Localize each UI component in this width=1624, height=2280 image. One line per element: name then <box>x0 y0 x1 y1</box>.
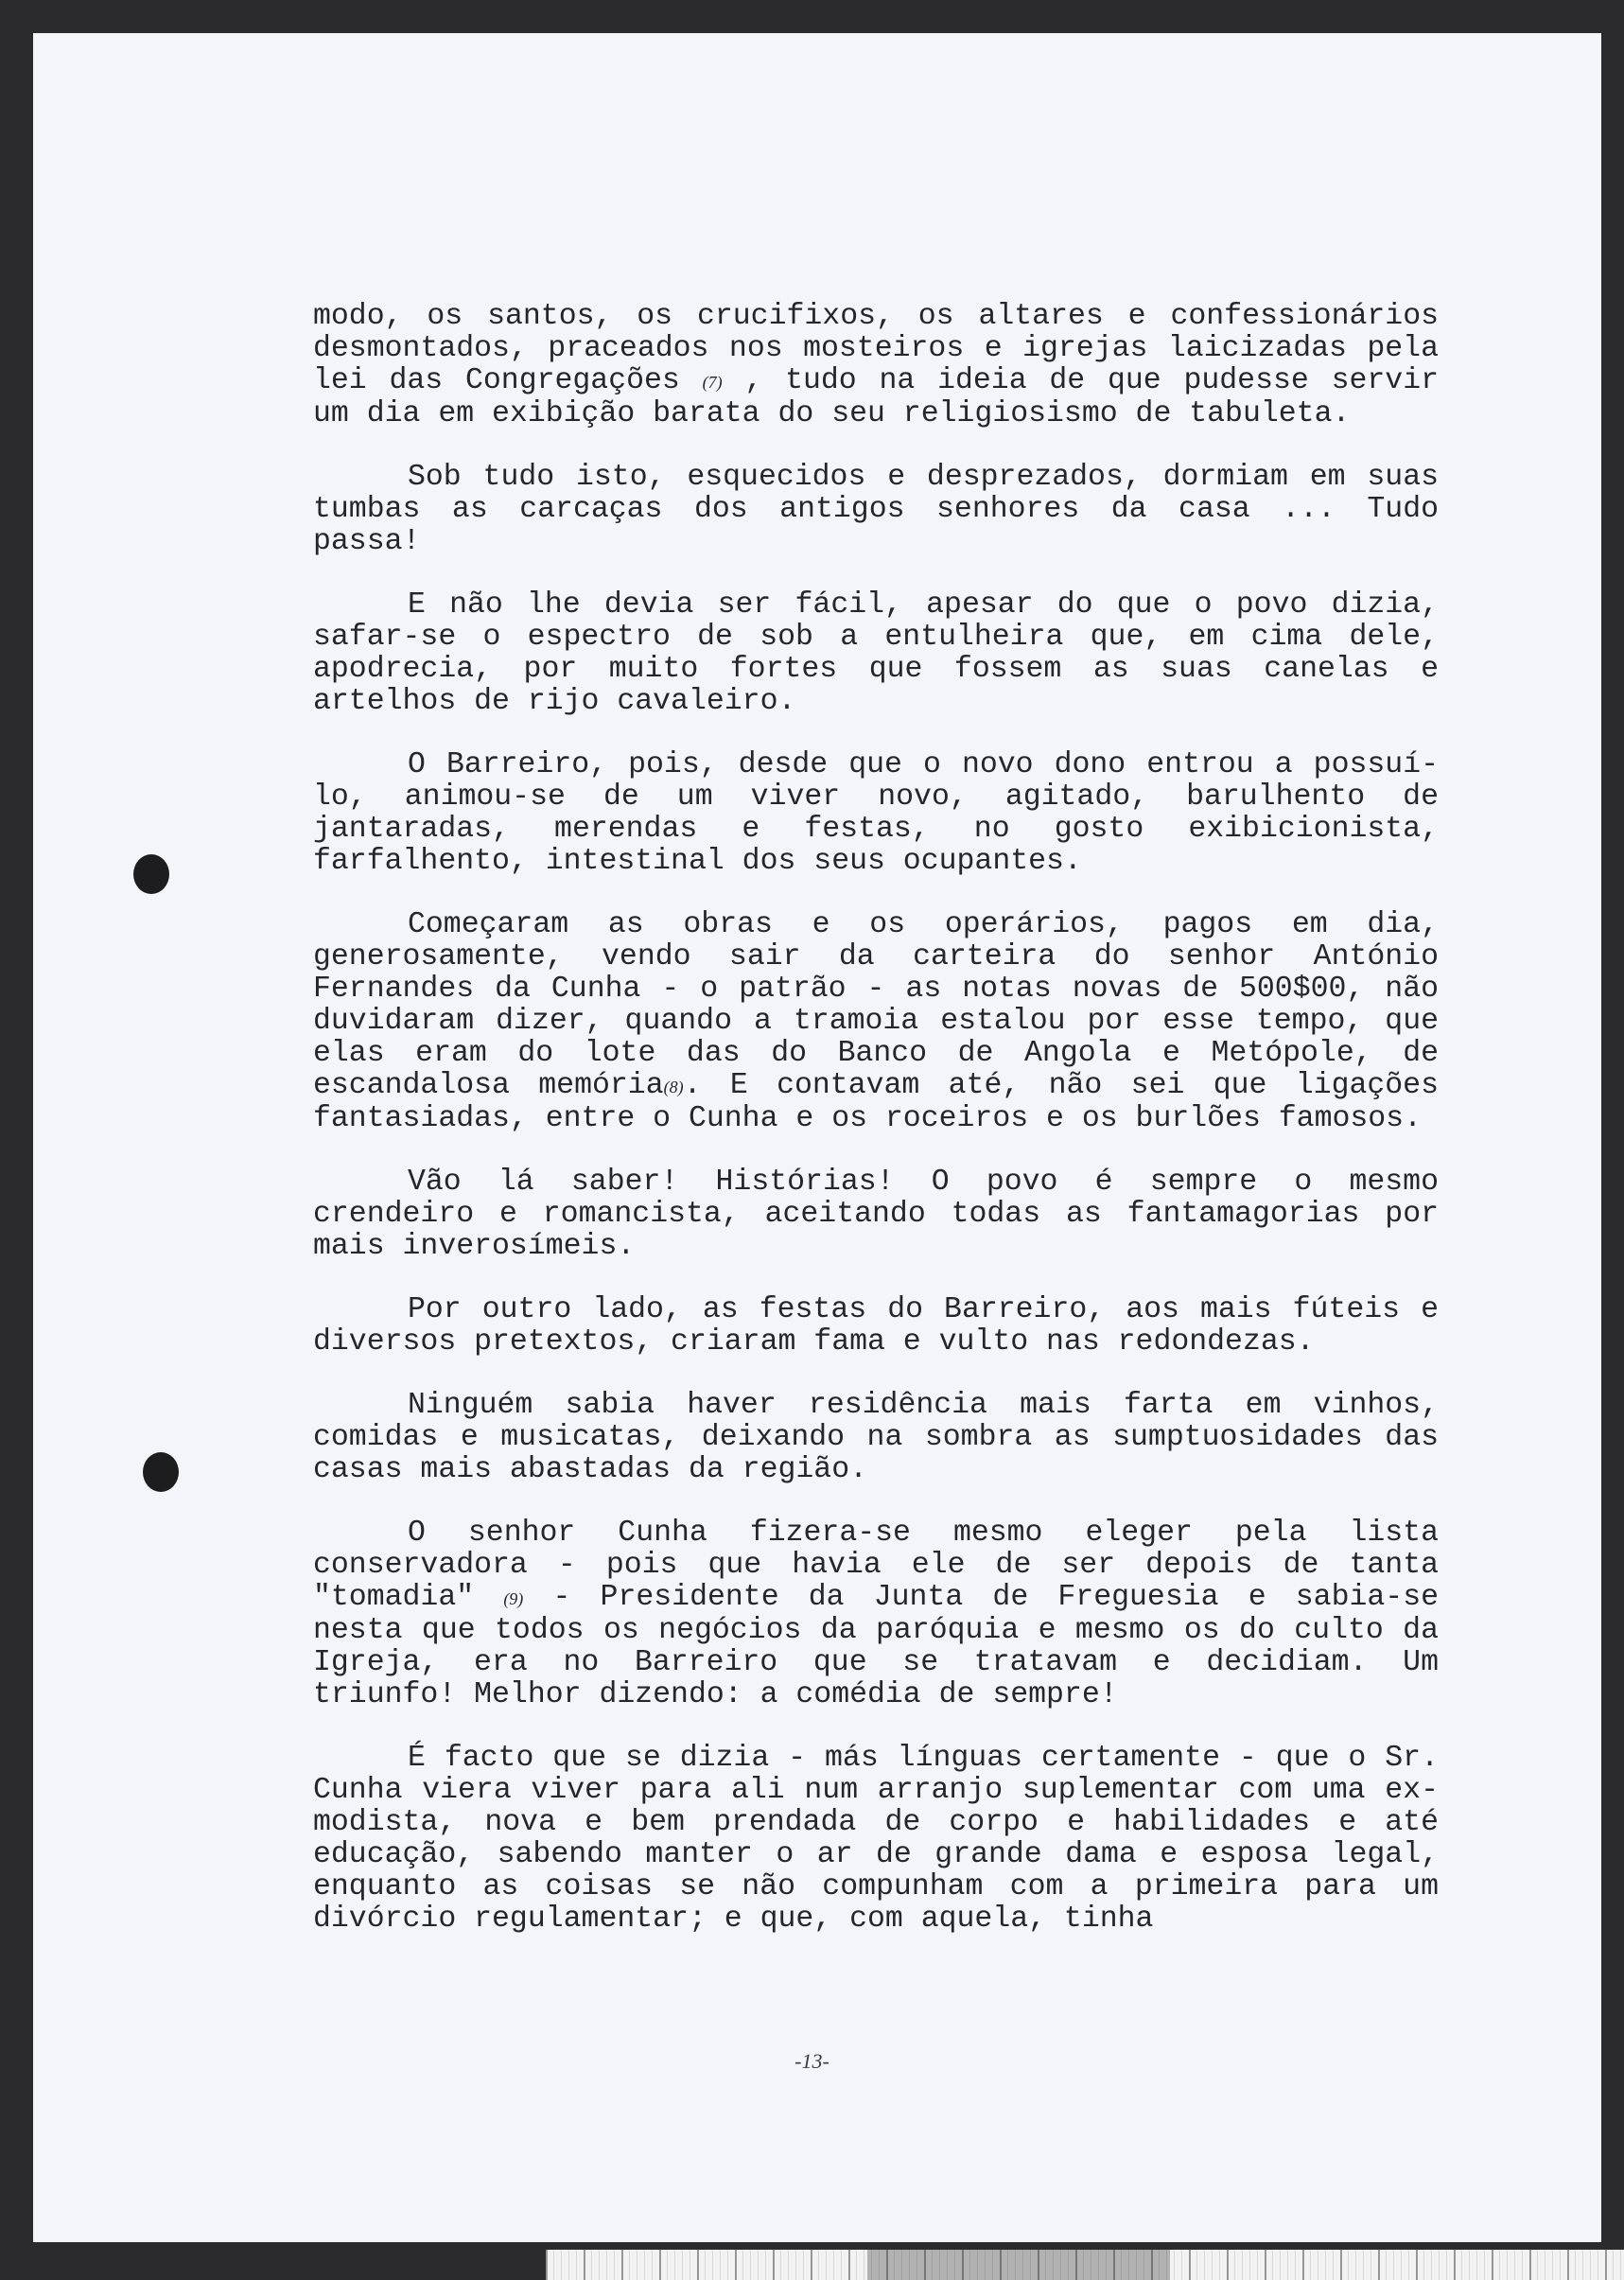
page-number: -13- <box>795 2049 829 2073</box>
body-text <box>313 301 1439 1967</box>
paragraph <box>313 589 1439 718</box>
footnote-marker: (8) <box>663 1078 684 1096</box>
ruler-band <box>867 2250 1170 2280</box>
text-segment: É facto que se dizia - más línguas certamente - que o Sr. Cunha viera viver para ali num arranjo suplementar com uma ex-modista, nova e bem prendada de corpo e habilidades e até educação, sabendo manter o ar de grande dama e esposa legal, enquanto as coisas se não compunham com a primeira para um divórcio regulamentar; e que, com aquela, tinha <box>313 1742 1439 1936</box>
paragraph <box>313 462 1439 558</box>
paragraph <box>313 301 1439 430</box>
text-segment: Começaram as obras e os operários, pagos em dia, generosamente, vendo sair da carteira do senhor António Fernandes da Cunha - o patrão - as notas novas de 500$00, não duvidaram dizer, quando a tramoia estalou por esse tempo, que elas eram do lote das do Banco de Angola e Metópole, de escandalosa memória <box>313 908 1439 1102</box>
text-segment: O Barreiro, pois, desde que o novo dono entrou a possuí-lo, animou-se de um viver novo, agitado, barulhento de jantaradas, merendas e festas, no gosto exibicionista, farfalhento, intestinal dos seus ocupantes. <box>313 748 1439 878</box>
text-segment: , tudo na ideia de que pudesse servir um dia em exibição barata do seu religiosismo de tabuleta. <box>313 364 1439 430</box>
punch-hole <box>133 854 169 894</box>
text-segment: O senhor Cunha fizera-se mesmo eleger pela lista conservadora - pois que havia ele de ser depois de tanta "tomadia" <box>313 1517 1439 1614</box>
text-segment: Sob tudo isto, esquecidos e desprezados, dormiam em suas tumbas as carcaças dos antigos senhores da casa ... Tudo passa! <box>313 461 1439 558</box>
punch-hole <box>143 1452 179 1492</box>
paragraph <box>313 1294 1439 1359</box>
text-segment: Por outro lado, as festas do Barreiro, aos mais fúteis e diversos pretextos, criaram fama e vulto nas redondezas. <box>313 1293 1439 1359</box>
text-segment: modo, os santos, os crucifixos, os altares e confessionários desmontados, praceados nos mosteiros e igrejas laicizadas pela lei das Congregações <box>313 300 1439 397</box>
paragraph <box>313 1743 1439 1936</box>
scale-ruler <box>546 2250 1624 2280</box>
paragraph <box>313 749 1439 878</box>
footnote-marker: (9) <box>503 1589 524 1608</box>
paragraph <box>313 1166 1439 1263</box>
footnote-marker: (7) <box>702 373 723 392</box>
text-segment: E não lhe devia ser fácil, apesar do que o povo dizia, safar-se o espectro de sob a entulheira que, em cima dele, apodrecia, por muito fortes que fossem as suas canelas e artelhos de rijo cavaleiro. <box>313 588 1439 718</box>
paragraph <box>313 1390 1439 1486</box>
text-segment: - Presidente da Junta de Freguesia e sabia-se nesta que todos os negócios da paróquia e mesmo os do culto da Igreja, era no Barreiro que se tratavam e decidiam. Um triunfo! Melhor dizendo: a comédia de sempre! <box>313 1581 1440 1711</box>
paragraph <box>313 909 1439 1135</box>
text-segment: Vão lá saber! Histórias! O povo é sempre o mesmo crendeiro e romancista, aceitando todas as fantamagorias por mais inverosímeis. <box>313 1166 1439 1263</box>
paragraph <box>313 1517 1439 1711</box>
text-segment: . E contavam até, não sei que ligações fantasiadas, entre o Cunha e os roceiros e os burlões famosos. <box>313 1069 1439 1135</box>
text-segment: Ninguém sabia haver residência mais farta em vinhos, comidas e musicatas, deixando na sombra as sumptuosidades das casas mais abastadas da região. <box>313 1389 1439 1486</box>
